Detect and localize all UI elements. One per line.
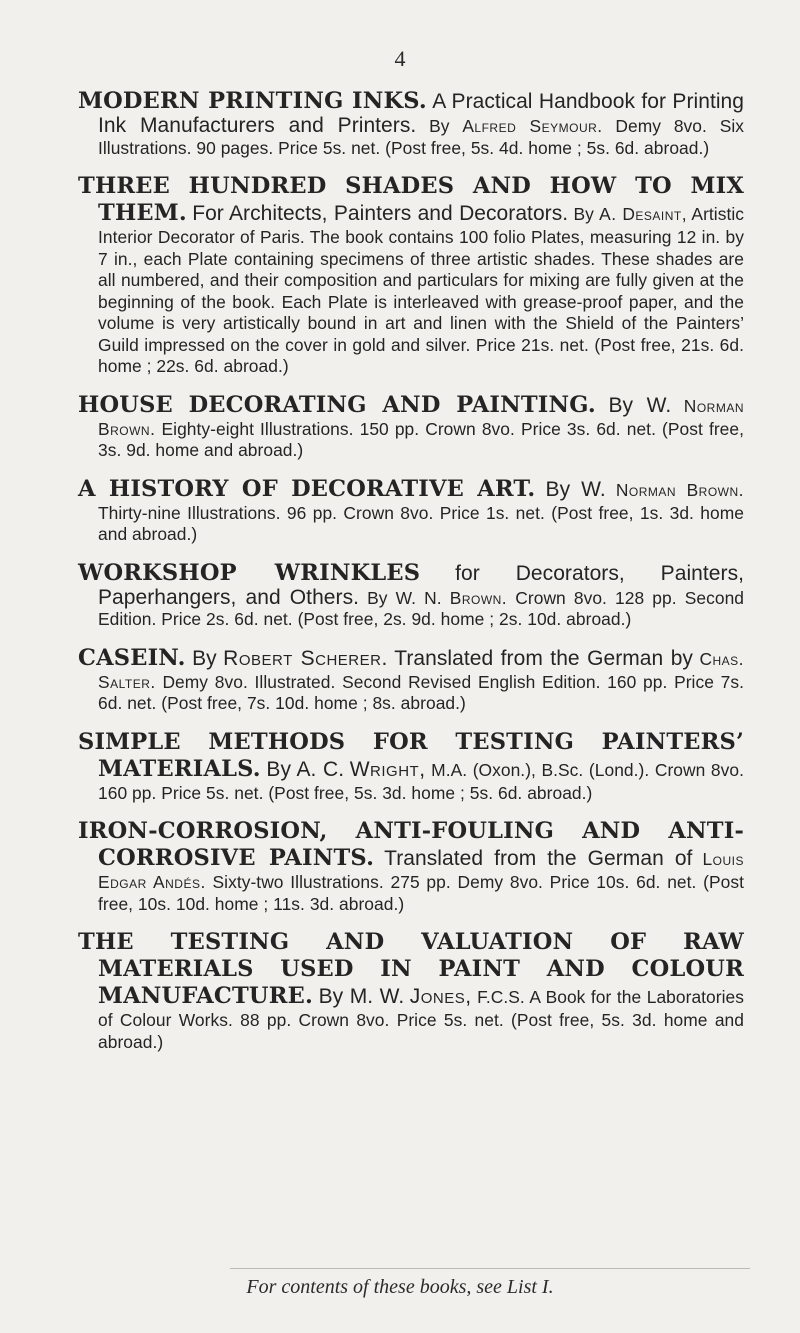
- book-by: By W.: [545, 477, 606, 501]
- book-by: By: [192, 646, 217, 670]
- book-subtitle: for Decorators, Painters, Paperhangers, and Others.: [98, 561, 744, 609]
- book-subtitle: Translated from the German of: [384, 847, 693, 870]
- book-details: F.C.S. A Book for the Laboratories of Colour Works. 88 pp. Crown 8vo. Price 5s. net. (Post free, 5s. 3d. home and abroad.): [98, 987, 745, 1052]
- book-author: Jones,: [409, 985, 472, 1008]
- book-title: HOUSE DECORATING AND PAINTING.: [78, 391, 596, 418]
- book-translator: Chas. Salter.: [98, 648, 745, 692]
- book-translation-note: Translated from the German by: [394, 646, 693, 670]
- book-author: Wright,: [349, 757, 426, 781]
- book-subtitle: For Architects, Painters and Decorators.: [192, 202, 569, 225]
- book-entry: [78, 818, 744, 915]
- book-title: WORKSHOP WRINKLES: [78, 559, 421, 586]
- book-title: IRON-CORROSION, ANTI-FOULING AND ANTI-CORROSIVE PAINTS.: [78, 818, 744, 871]
- book-list: [78, 88, 744, 1067]
- book-entry: [78, 645, 744, 715]
- book-by: By W.: [608, 393, 672, 417]
- book-entry: [78, 173, 744, 378]
- book-entry: [78, 560, 744, 631]
- book-title: MODERN PRINTING INKS.: [78, 88, 427, 114]
- book-details: Demy 8vo. Illustrated. Second Revised English Edition. 160 pp. Price 7s. 6d. net. (Post free, 7s. 10d. home ; 8s. abroad.): [98, 671, 744, 713]
- book-author: Norman Brown.: [615, 479, 744, 500]
- book-title: A HISTORY OF DECORATIVE ART.: [78, 475, 536, 502]
- book-title: SIMPLE METHODS FOR TESTING PAINTERS’ MATERIALS.: [78, 728, 744, 782]
- book-details: Demy 8vo. Six Illustrations. 90 pages. Price 5s. net. (Post free, 5s. 4d. home ; 5s. 6d. abroad.): [98, 116, 745, 158]
- book-title: CASEIN.: [78, 644, 186, 671]
- book-by: By M. W.: [318, 985, 405, 1008]
- book-entry: [78, 929, 744, 1053]
- book-details: Artistic Interior Decorator of Paris. The book contains 100 folio Plates, measuring 12 in. by 7 in., each Plate containing specimens of three artistic shades. These shades are all numbered, and their composition and particulars for mixing are fully given at the beginning of the book. Each Plate is interleaved with grease-proof paper, and the volume is very artistically bound in art and linen with the Shield of the Painters’ Guild impressed on the cover in gold and silver. Price 21s. net. (Post free, 21s. 6d. home ; 22s. 6d. abroad.): [98, 204, 744, 376]
- book-entry: [78, 392, 744, 462]
- book-by: By: [573, 204, 594, 224]
- book-by: By A. C.: [266, 757, 345, 781]
- book-author: Brown.: [449, 587, 508, 608]
- footer-rule: [230, 1268, 750, 1269]
- book-author: Alfred Seymour.: [462, 116, 603, 136]
- book-author: A. Desaint,: [599, 204, 688, 224]
- page-number: 4: [394, 46, 406, 71]
- book-entry: [78, 88, 744, 159]
- book-by: By: [429, 116, 450, 136]
- book-author: Robert Scherer.: [223, 646, 388, 670]
- book-by: By W. N.: [367, 587, 442, 608]
- book-details: Sixty-two Illustrations. 275 pp. Demy 8vo. Price 10s. 6d. net. (Post free, 10s. 10d. home ; 11s. 3d. abroad.): [98, 872, 744, 914]
- book-author: Louis Edgar Andés.: [98, 849, 744, 892]
- book-title: THREE HUNDRED SHADES AND HOW TO MIX THEM.: [78, 173, 744, 226]
- book-entry: [78, 476, 744, 546]
- footer-note: For contents of these books, see List I.: [246, 1276, 554, 1298]
- book-details: Thirty-nine Illustrations. 96 pp. Crown 8vo. Price 1s. net. (Post free, 1s. 3d. home and abroad.): [98, 502, 744, 544]
- book-details: Eighty-eight Illustrations. 150 pp. Crown 8vo. Price 3s. 6d. net. (Post free, 3s. 9d. home and abroad.): [98, 418, 744, 460]
- book-title: THE TESTING AND VALUATION OF RAW MATERIALS USED IN PAINT AND COLOUR MANUFACTURE.: [78, 929, 744, 1009]
- book-details: Crown 8vo. 128 pp. Second Edition. Price 2s. 6d. net. (Post free, 2s. 9d. home ; 2s. 10d. abroad.): [98, 587, 745, 629]
- book-author: Norman Brown.: [98, 395, 745, 439]
- book-subtitle: A Practical Handbook for Printing Ink Manufacturers and Printers.: [98, 90, 744, 137]
- book-entry: [78, 729, 744, 805]
- book-details: M.A. (Oxon.), B.Sc. (Lond.). Crown 8vo. 160 pp. Price 5s. net. (Post free, 5s. 3d. home ; 5s. 6d. abroad.): [98, 759, 745, 803]
